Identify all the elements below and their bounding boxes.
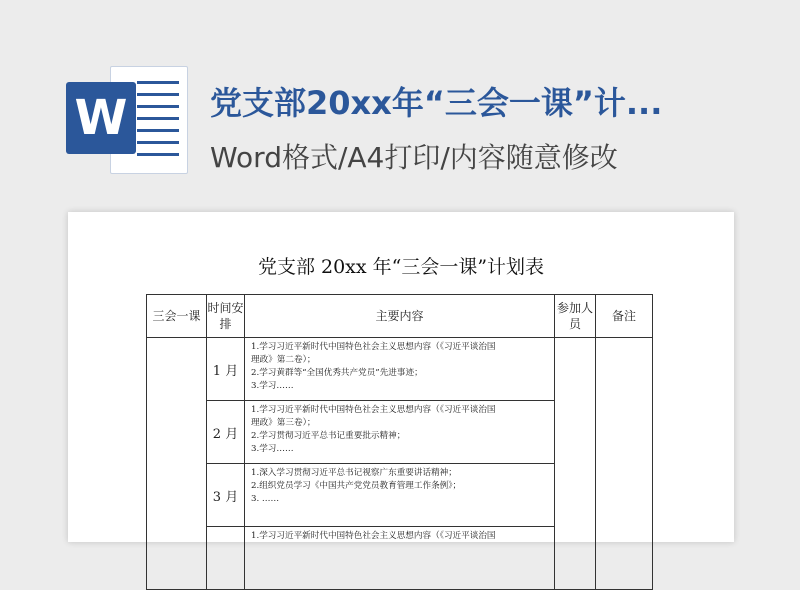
remarks-cell	[596, 338, 653, 590]
meeting-type-cell	[147, 338, 207, 590]
content-cell	[245, 401, 555, 464]
banner-title: 党支部20xx年“三会一课”计...	[210, 84, 663, 122]
content-line: 理政》第二卷）；	[251, 355, 316, 365]
content-cell	[245, 464, 555, 527]
document-title: 党支部 20xx 年“三会一课”计划表	[257, 256, 545, 278]
header-participants: 参加人员	[555, 295, 596, 338]
content-line: 理政》第三卷）；	[251, 418, 316, 428]
month-cell: 1 月	[207, 338, 245, 401]
content-line: 1.深入学习贯彻习近平总书记视察广东重要讲话精神；	[251, 468, 457, 478]
header-meeting-type: 三会一课	[147, 295, 207, 338]
document-preview	[68, 212, 734, 542]
content-line: 3.学习……	[251, 444, 294, 454]
month-cell	[207, 527, 245, 590]
content-line: 3.学习……	[251, 381, 294, 391]
content-line: 1.学习习近平新时代中国特色社会主义思想内容（《习近平谈治国	[251, 531, 496, 541]
banner-subtitle: Word格式/A4打印/内容随意修改	[210, 141, 618, 174]
content-line: 3. ……	[251, 494, 280, 504]
header-content: 主要内容	[245, 295, 555, 338]
header-time: 时间安排	[207, 295, 245, 338]
content-line: 2.学习贯彻习近平总书记重要批示精神；	[251, 431, 406, 441]
month-cell: 2 月	[207, 401, 245, 464]
content-cell	[245, 527, 555, 590]
plan-table	[146, 294, 653, 590]
table-header-row	[147, 295, 653, 338]
content-line: 2.组织党员学习《中国共产党党员教育管理工作条例》；	[251, 481, 462, 491]
word-logo-badge: W	[66, 82, 136, 154]
content-cell	[245, 338, 555, 401]
participants-cell	[555, 338, 596, 590]
table-row	[147, 338, 653, 401]
header-remarks: 备注	[596, 295, 653, 338]
word-app-icon	[66, 58, 190, 176]
content-line: 2.学习黄群等“全国优秀共产党员”先进事迹；	[251, 368, 423, 378]
month-cell: 3 月	[207, 464, 245, 527]
content-line: 1.学习习近平新时代中国特色社会主义思想内容（《习近平谈治国	[251, 342, 496, 352]
content-line: 1.学习习近平新时代中国特色社会主义思想内容（《习近平谈治国	[251, 405, 496, 415]
